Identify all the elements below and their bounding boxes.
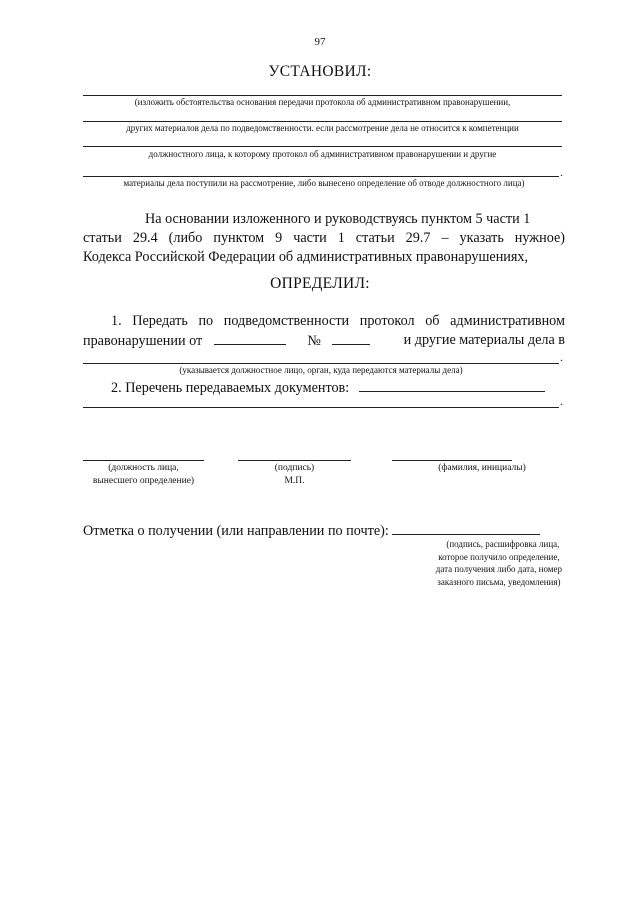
basis-paragraph <box>83 210 565 267</box>
item-1-line-1: 1. Передать по подведомственности протокол об административном <box>111 313 565 329</box>
hint-recipient: (указывается должностное лицо, орган, куда передаются материалы дела) <box>179 365 463 375</box>
hint-established-3: должностного лица, к которому протокол об административном правонарушении и другие <box>148 149 497 159</box>
hint-established-1: (изложить обстоятельства основания передачи протокола об административном правонарушении, <box>134 97 511 107</box>
item-1-line-2 <box>83 331 565 351</box>
signature-field[interactable] <box>238 460 351 461</box>
blank-line-3 <box>83 146 562 147</box>
receipt-hint-2: которое получило определение, <box>438 551 560 562</box>
receipt-hint-4: заказного письма, уведомления) <box>437 576 561 587</box>
signature-hint-line: (подпись) <box>274 463 315 473</box>
receipt-hint-1: (подпись, расшифровка лица, <box>446 539 560 549</box>
number-sign: № <box>307 333 321 349</box>
name-hint: (фамилия, инициалы) <box>438 463 526 473</box>
recipient-field[interactable] <box>83 363 559 364</box>
item-2-line <box>111 378 545 398</box>
signature-hint <box>238 462 351 488</box>
heading-determined: ОПРЕДЕЛИЛ: <box>270 275 370 292</box>
position-hint <box>73 462 214 488</box>
position-field[interactable] <box>83 460 204 461</box>
documents-line-end: . <box>560 394 563 408</box>
item-1-materials-label: и другие материалы дела в <box>403 332 565 348</box>
receipt-hint-3: дата получения либо дата, номер <box>435 564 562 574</box>
receipt-hint <box>436 538 562 588</box>
line-end-period: . <box>560 165 563 179</box>
name-field[interactable] <box>392 460 512 461</box>
position-hint-line-1: (должность лица, <box>108 463 179 473</box>
blank-line-1 <box>83 95 562 96</box>
basis-line-1: На основании изложенного и руководствуясь пунктом 5 части 1 <box>145 211 531 227</box>
receipt-field[interactable] <box>392 521 540 535</box>
hint-established-2: других материалов дела по подведомственности. если рассмотрение дела не относится к компетенции <box>126 123 519 133</box>
documents-list-field[interactable] <box>359 378 545 392</box>
position-hint-line-2: вынесшего определение) <box>92 476 195 486</box>
item-1-date-label: правонарушении от <box>83 333 203 349</box>
date-field[interactable] <box>214 331 286 345</box>
page-number: 97 <box>314 36 326 48</box>
basis-line-2: статьи 29.4 (либо пунктом 9 части 1 статьи 29.7 – указать нужное) <box>83 230 565 246</box>
blank-line-4 <box>83 176 559 177</box>
item-1 <box>83 312 565 331</box>
recipient-line-end: . <box>560 350 563 364</box>
item-2-label: 2. Перечень передаваемых документов: <box>111 380 350 396</box>
documents-list-field-2[interactable] <box>83 407 559 408</box>
number-field[interactable] <box>332 331 370 345</box>
basis-line-3: Кодекса Российской Федерации об административных правонарушениях, <box>83 249 529 265</box>
receipt-label: Отметка о получении (или направлении по почте): <box>83 523 389 539</box>
stamp-label: М.П. <box>284 476 305 486</box>
blank-line-2 <box>83 121 562 122</box>
hint-established-4: материалы дела поступили на рассмотрение, либо вынесено определение об отводе должностного лица) <box>123 178 525 188</box>
heading-established: УСТАНОВИЛ: <box>268 63 372 80</box>
